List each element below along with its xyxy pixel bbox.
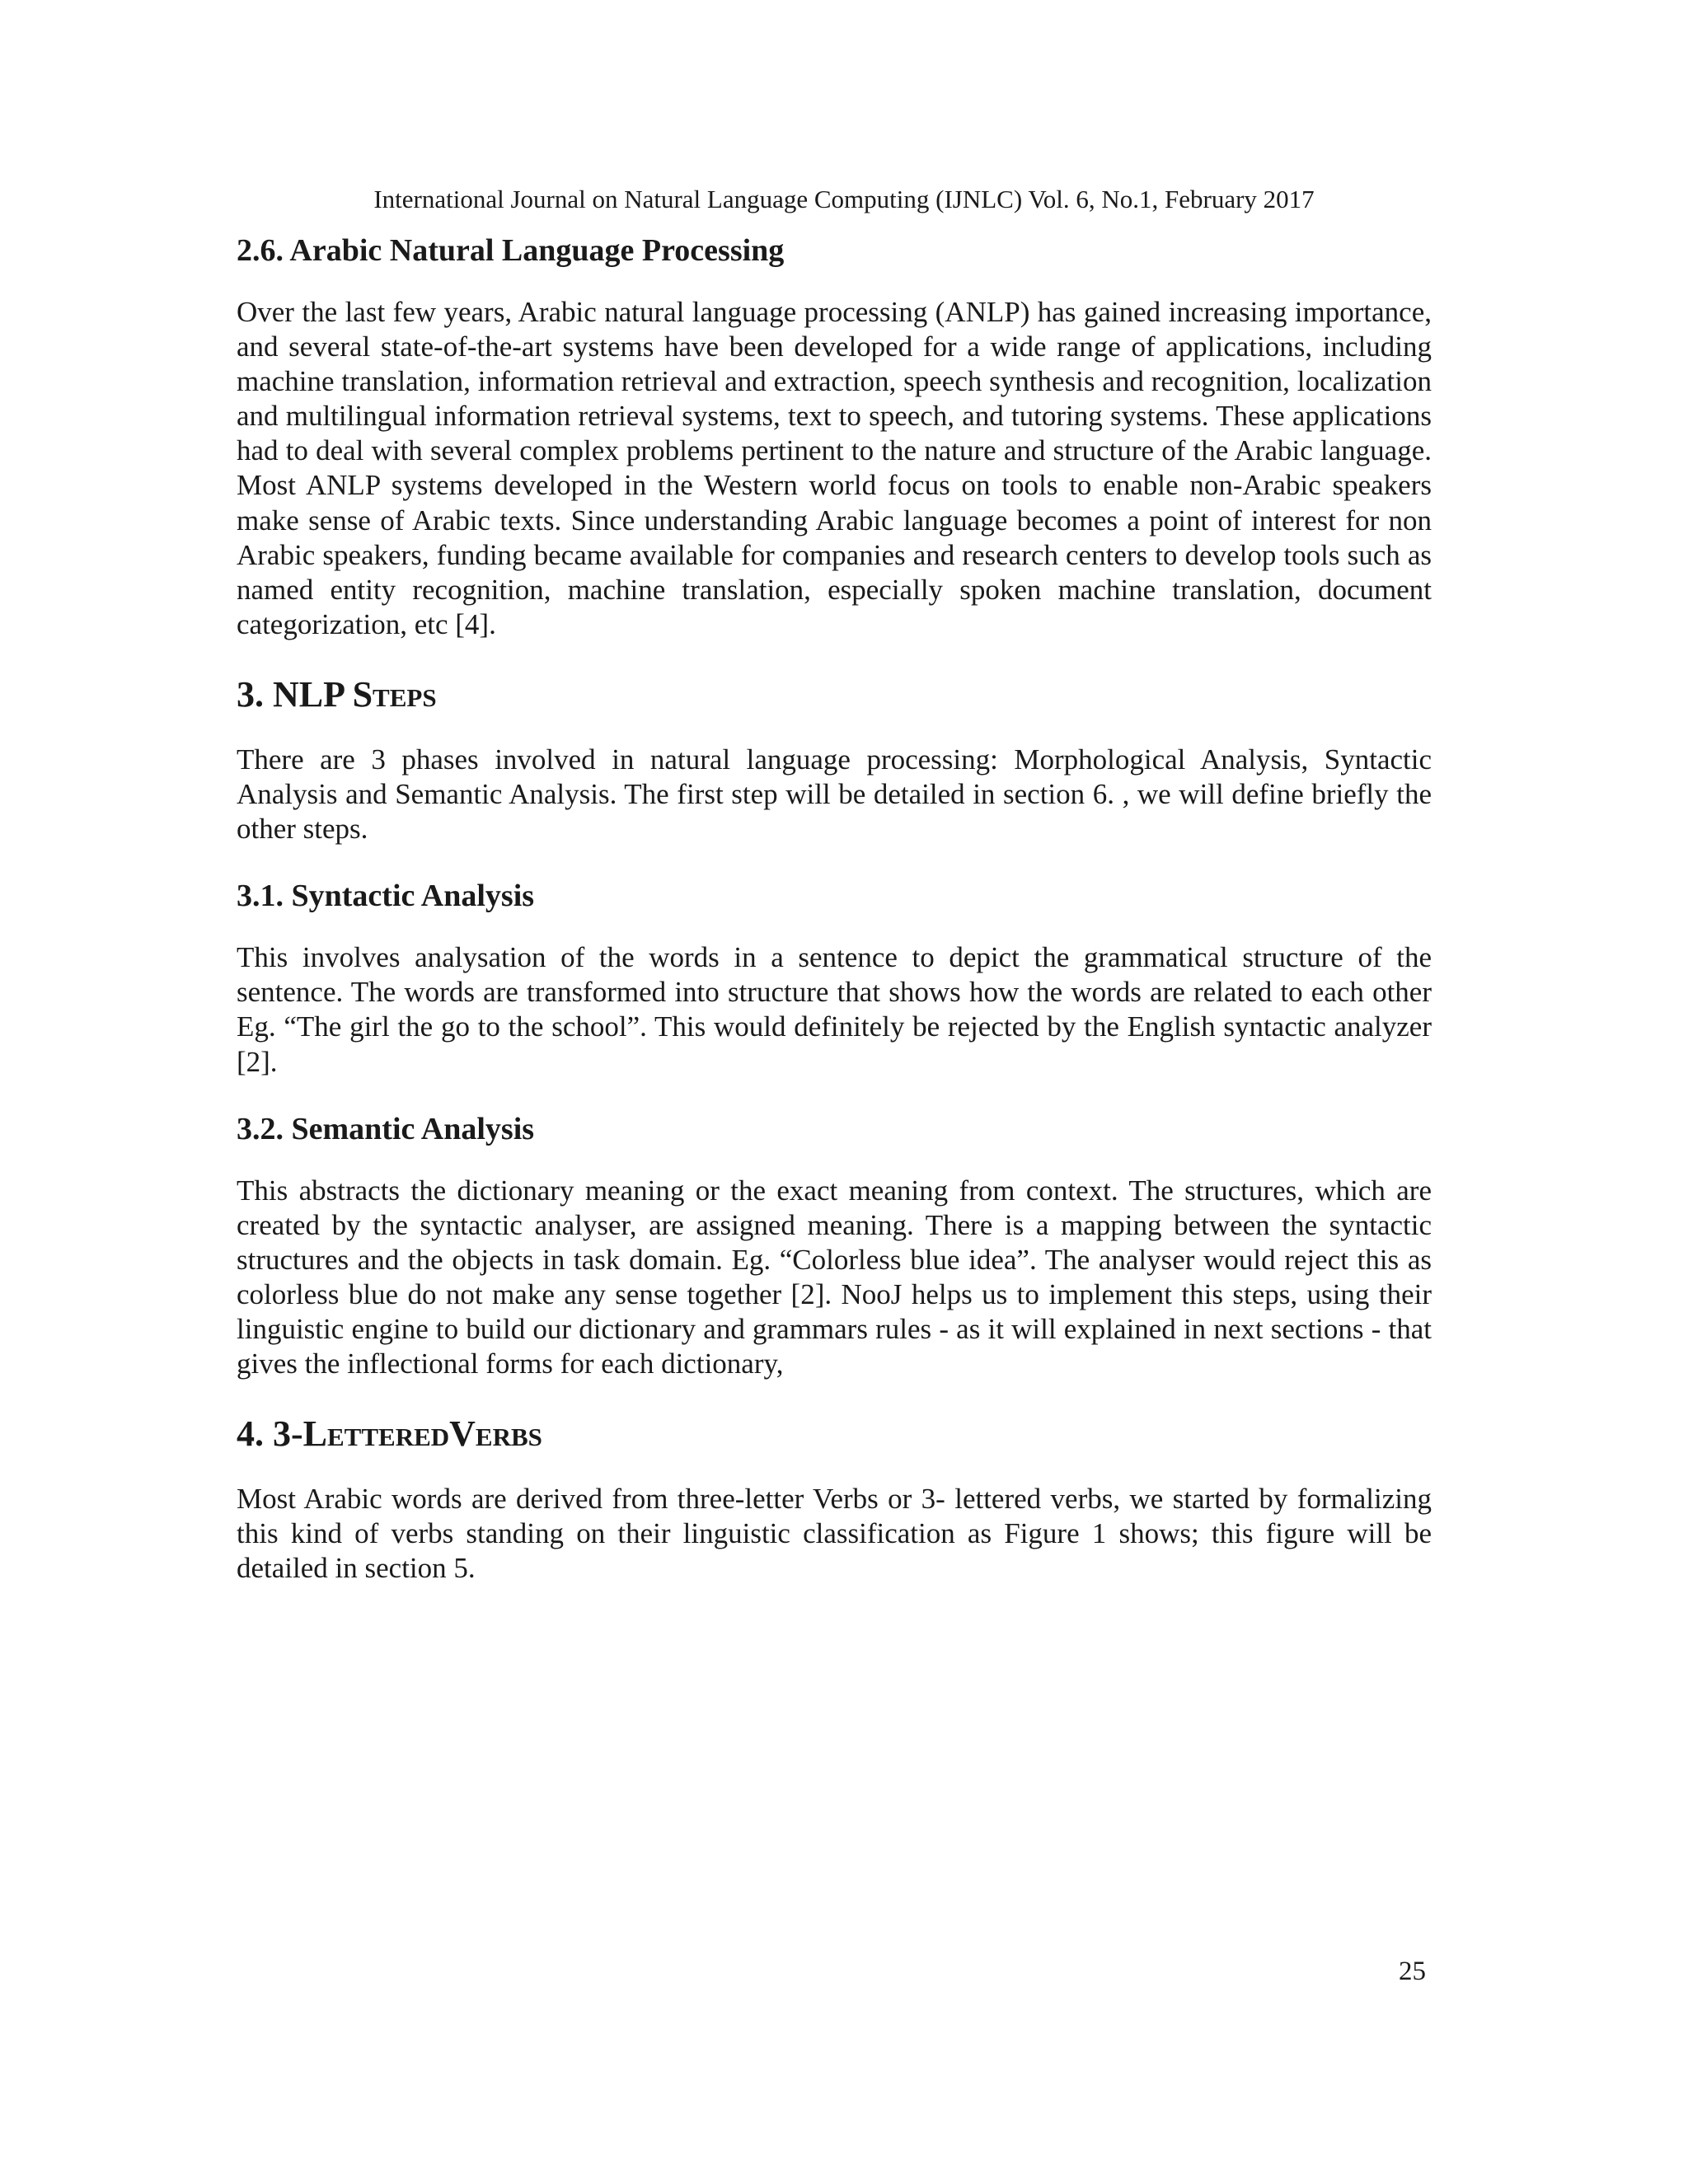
section-number: 3. — [237, 673, 264, 715]
page-number: 25 — [1399, 1957, 1426, 1986]
paragraph-anlp: Over the last few years, Arabic natural language processing (ANLP) has gained increasing importance, and several state-of-the-art systems have been developed for a wide range of applications, including machine translation, information retrieval and extraction, speech synthesis and recognition, localization and multilingual information retrieval systems, text to speech, and tutoring systems. These applications had to deal with several complex problems pertinent to the nature and structure of the Arabic language. Most ANLP systems developed in the Western world focus on tools to enable non-Arabic speakers make sense of Arabic texts. Since understanding Arabic language becomes a point of interest for non Arabic speakers, funding became available for companies and research centers to develop tools such as named entity recognition, machine translation, especially spoken machine translation, document categorization, etc [4]. — [237, 296, 1432, 640]
section-number: 4. — [237, 1413, 264, 1455]
section-heading-2-6: 2.6. Arabic Natural Language Processing — [237, 233, 785, 268]
section-title: 3-LetteredVerbs — [273, 1413, 542, 1455]
section-heading-3-2: 3.2. Semantic Analysis — [237, 1111, 535, 1146]
running-header: International Journal on Natural Language Computing (IJNLC) Vol. 6, No.1, February 2017 — [373, 185, 1315, 213]
section-heading-3-1: 3.1. Syntactic Analysis — [237, 879, 535, 914]
section-heading-4 — [237, 1411, 1432, 1457]
section-heading-3 — [237, 672, 1432, 718]
paragraph-syntactic-analysis: This involves analysation of the words in a sentence to depict the grammatical structure of the sentence. The words are transformed into structure that shows how the words are related to each other Eg. “The girl the go to the school”. This would definitely be rejected by the English syntactic analyzer [2]. — [237, 941, 1432, 1078]
article-body — [237, 231, 1432, 1586]
paragraph-semantic-analysis: This abstracts the dictionary meaning or the exact meaning from context. The structures, which are created by the syntactic analyser, are assigned meaning. There is a mapping between the syntactic structures and the objects in task domain. Eg. “Colorless blue idea”. The analyser would reject this as colorless blue do not make any sense together [2]. NooJ helps us to implement this steps, using their linguistic engine to build our dictionary and grammars rules - as it will explained in next sections - that gives the inflectional forms for each dictionary, — [237, 1174, 1432, 1380]
paragraph-3-lettered-verbs: Most Arabic words are derived from three-letter Verbs or 3- lettered verbs, we started by formalizing this kind of verbs standing on their linguistic classification as Figure 1 shows; this figure will be detailed in section 5. — [237, 1483, 1432, 1585]
section-title: NLP Steps — [273, 673, 437, 715]
paragraph-nlp-steps: There are 3 phases involved in natural language processing: Morphological Analysis, Syntactic Analysis and Semantic Analysis. The first step will be detailed in section 6. , we will define briefly the other steps. — [237, 743, 1432, 846]
